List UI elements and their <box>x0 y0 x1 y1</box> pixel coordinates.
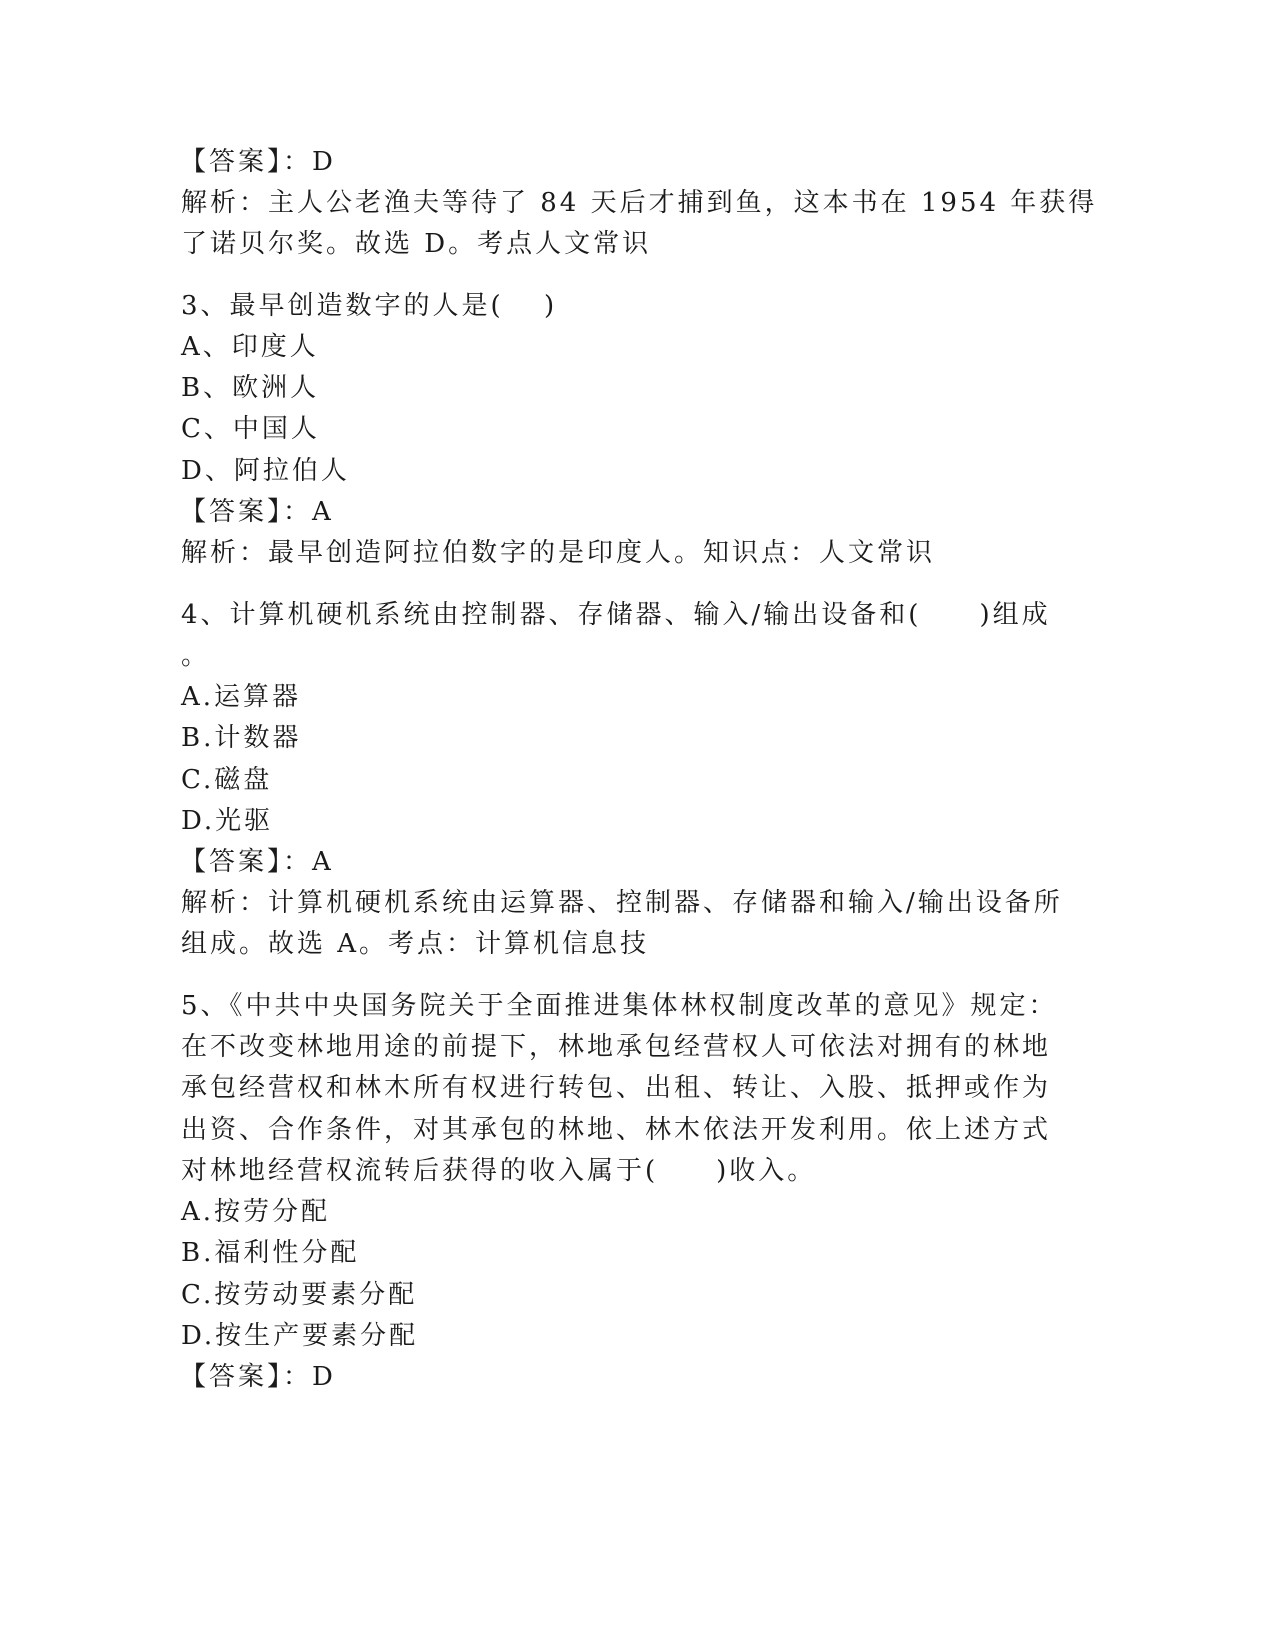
question-5-line: 在不改变林地用途的前提下，林地承包经营权人可依法对拥有的林地 <box>181 1032 1052 1062</box>
option-a: A.按劳分配 <box>181 1197 331 1227</box>
option-d: D、阿拉伯人 <box>181 456 350 486</box>
question-5: 5、《中共中央国务院关于全面推进集体林权制度改革的意见》规定： <box>181 991 1058 1021</box>
answer-line: 【答案】：D <box>180 147 336 177</box>
question-5-line: 承包经营权和林木所有权进行转包、出租、转让、入股、抵押或作为 <box>181 1073 1052 1103</box>
option-a: A、印度人 <box>181 332 319 362</box>
option-b: B.计数器 <box>181 723 302 753</box>
option-a: A.运算器 <box>181 682 302 712</box>
option-c: C、中国人 <box>181 414 320 444</box>
question-5-line: 出资、合作条件，对其承包的林地、林木依法开发利用。依上述方式 <box>181 1115 1052 1145</box>
analysis-line: 组成。故选 A。考点：计算机信息技 <box>181 929 650 959</box>
question-4-continuation: 。 <box>181 641 211 671</box>
analysis-line: 了诺贝尔奖。故选 D。考点人文常识 <box>181 229 652 259</box>
question-5-line: 对林地经营权流转后获得的收入属于( )收入。 <box>181 1156 817 1186</box>
answer-line: 【答案】：D <box>180 1362 336 1392</box>
answer-line: 【答案】：A <box>180 497 334 527</box>
option-b: B.福利性分配 <box>181 1238 360 1268</box>
option-d: D.光驱 <box>181 806 274 836</box>
option-d: D.按生产要素分配 <box>181 1321 419 1351</box>
question-4: 4、计算机硬机系统由控制器、存储器、输入/输出设备和( )组成 <box>181 600 1051 630</box>
analysis-line: 解析：主人公老渔夫等待了 84 天后才捕到鱼，这本书在 1954 年获得 <box>181 188 1098 218</box>
analysis-line: 解析：最早创造阿拉伯数字的是印度人。知识点：人文常识 <box>181 538 936 568</box>
analysis-line: 解析：计算机硬机系统由运算器、控制器、存储器和输入/输出设备所 <box>181 888 1063 918</box>
question-3: 3、最早创造数字的人是( ) <box>181 291 558 321</box>
option-c: C.磁盘 <box>181 765 273 795</box>
answer-line: 【答案】：A <box>180 847 334 877</box>
option-c: C.按劳动要素分配 <box>181 1280 418 1310</box>
option-b: B、欧洲人 <box>181 373 320 403</box>
